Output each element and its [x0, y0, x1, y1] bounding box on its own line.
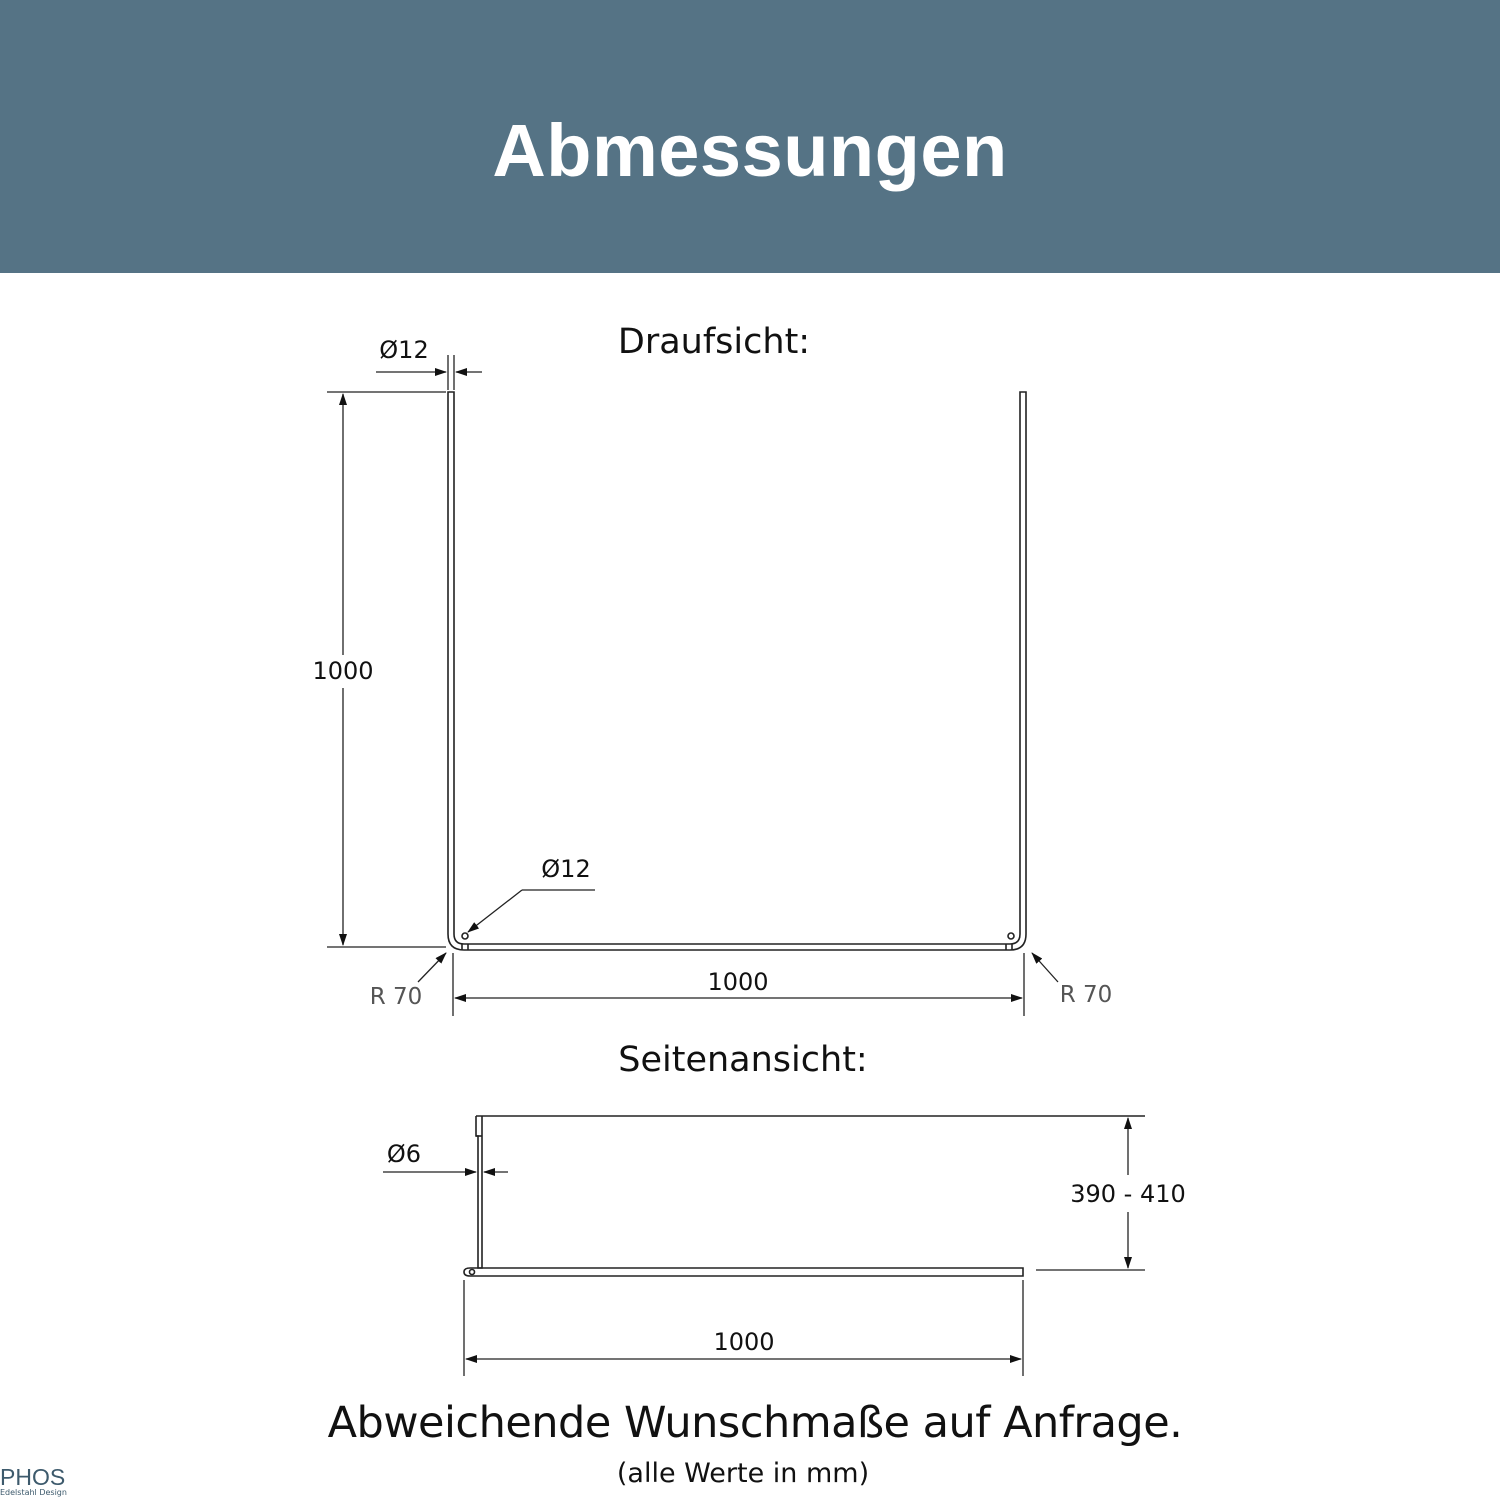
top-depth-label: 1000	[312, 657, 374, 685]
logo-wordmark: PHOS	[0, 1464, 66, 1490]
corner-tube-diameter-label: Ø12	[541, 855, 591, 883]
top-view-frame	[448, 392, 1026, 950]
corner-tube-leader	[468, 890, 595, 932]
custom-size-note: Abweichende Wunschmaße auf Anfrage.	[327, 1398, 1183, 1448]
top-view-heading: Draufsicht:	[617, 322, 811, 362]
radius-right-label: R 70	[1059, 982, 1113, 1008]
side-rod-diameter-label: Ø6	[386, 1140, 422, 1168]
top-tube-diameter-label: Ø12	[379, 336, 429, 364]
side-height-label: 390 - 410	[1070, 1180, 1186, 1208]
units-note: (alle Werte in mm)	[616, 1458, 870, 1489]
brand-logo	[0, 1466, 80, 1498]
top-width-label: 1000	[707, 968, 769, 996]
page-title: Abmessungen	[492, 109, 1008, 192]
side-view-heading: Seitenansicht:	[618, 1040, 868, 1080]
radius-left-label: R 70	[369, 984, 423, 1010]
side-view-frame	[464, 1116, 1145, 1276]
logo-tagline: Edelstahl Design	[0, 1488, 67, 1497]
side-width-label: 1000	[713, 1328, 775, 1356]
